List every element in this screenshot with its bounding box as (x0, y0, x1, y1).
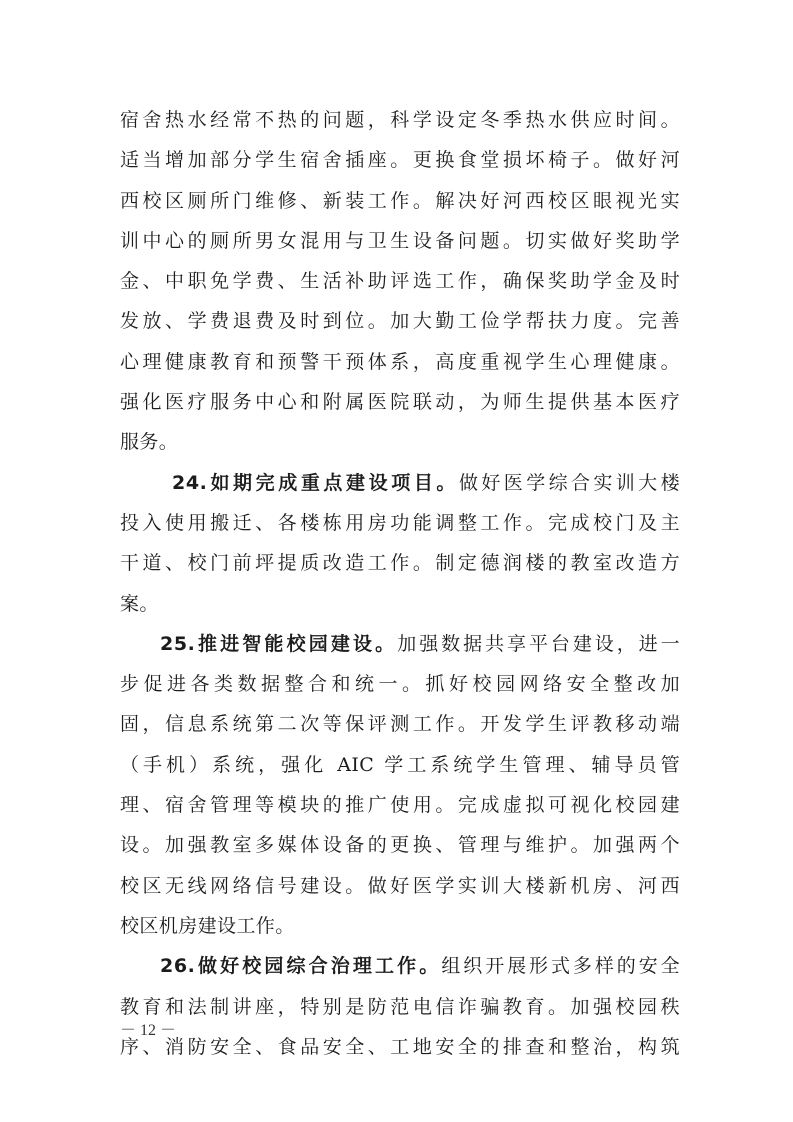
page-number: － 12 － (120, 1022, 177, 1039)
paragraph-line: 强化医疗服务中心和附属医院联动，为师生提供基本医疗 (120, 391, 680, 414)
paragraph-line: 金、中职免学费、生活补助评选工作，确保奖助学金及时 (120, 270, 680, 293)
section-26-text: 组织开展形式多样的安全 (441, 955, 681, 978)
paragraph-line: 干道、校门前坪提质改造工作。制定德润楼的教室改造方 (120, 552, 680, 575)
paragraph-line: 西校区厕所门维修、新装工作。解决好河西校区眼视光实 (120, 189, 680, 212)
paragraph-line: 宿舍热水经常不热的问题，科学设定冬季热水供应时间。 (120, 109, 680, 131)
paragraph-line: 设。加强教室多媒体设备的更换、管理与维护。加强两个 (120, 834, 680, 857)
paragraph-line: 序、消防安全、食品安全、工地安全的排查和整治，构筑 (120, 1035, 680, 1058)
section-25-text: 加强数据共享平台建设，进一 (397, 632, 681, 655)
paragraph-line: 服务。 (120, 431, 179, 454)
section-24-text: 做好医学综合实训大楼 (459, 471, 680, 494)
document-body (120, 100, 680, 1067)
section-25-heading: 25.推进智能校园建设。 (160, 632, 398, 655)
paragraph-line: 案。 (120, 592, 159, 615)
section-24-first-line (120, 463, 680, 503)
paragraph-line: 适当增加部分学生宿舍插座。更换食堂损坏椅子。做好河 (120, 149, 680, 172)
section-25-first-line (120, 624, 680, 664)
section-26-first-line (120, 946, 680, 986)
paragraph-line: 心理健康教育和预警干预体系，高度重视学生心理健康。 (120, 350, 680, 373)
section-24-heading: 24.如期完成重点建设项目。 (172, 471, 460, 494)
paragraph-line: 固，信息系统第二次等保评测工作。开发学生评教移动端 (120, 713, 680, 736)
paragraph-line: 校区无线网络信号建设。做好医学实训大楼新机房、河西 (120, 874, 680, 897)
section-26-heading: 26.做好校园综合治理工作。 (160, 955, 442, 978)
paragraph-line: 理、宿舍管理等模块的推广使用。完成虚拟可视化校园建 (120, 794, 680, 817)
paragraph-line: 步促进各类数据整合和统一。抓好校园网络安全整改加 (120, 673, 680, 696)
paragraph-line: 训中心的厕所男女混用与卫生设备问题。切实做好奖助学 (120, 229, 680, 252)
paragraph-line: （手机）系统，强化 AIC 学工系统学生管理、辅导员管 (120, 753, 680, 776)
paragraph-line: 投入使用搬迁、各楼栋用房功能调整工作。完成校门及主 (120, 511, 680, 534)
paragraph-line: 校区机房建设工作。 (120, 914, 295, 937)
paragraph-line: 发放、学费退费及时到位。加大勤工俭学帮扶力度。完善 (120, 310, 680, 333)
paragraph-line: 教育和法制讲座，特别是防范电信诈骗教育。加强校园秩 (120, 995, 680, 1018)
